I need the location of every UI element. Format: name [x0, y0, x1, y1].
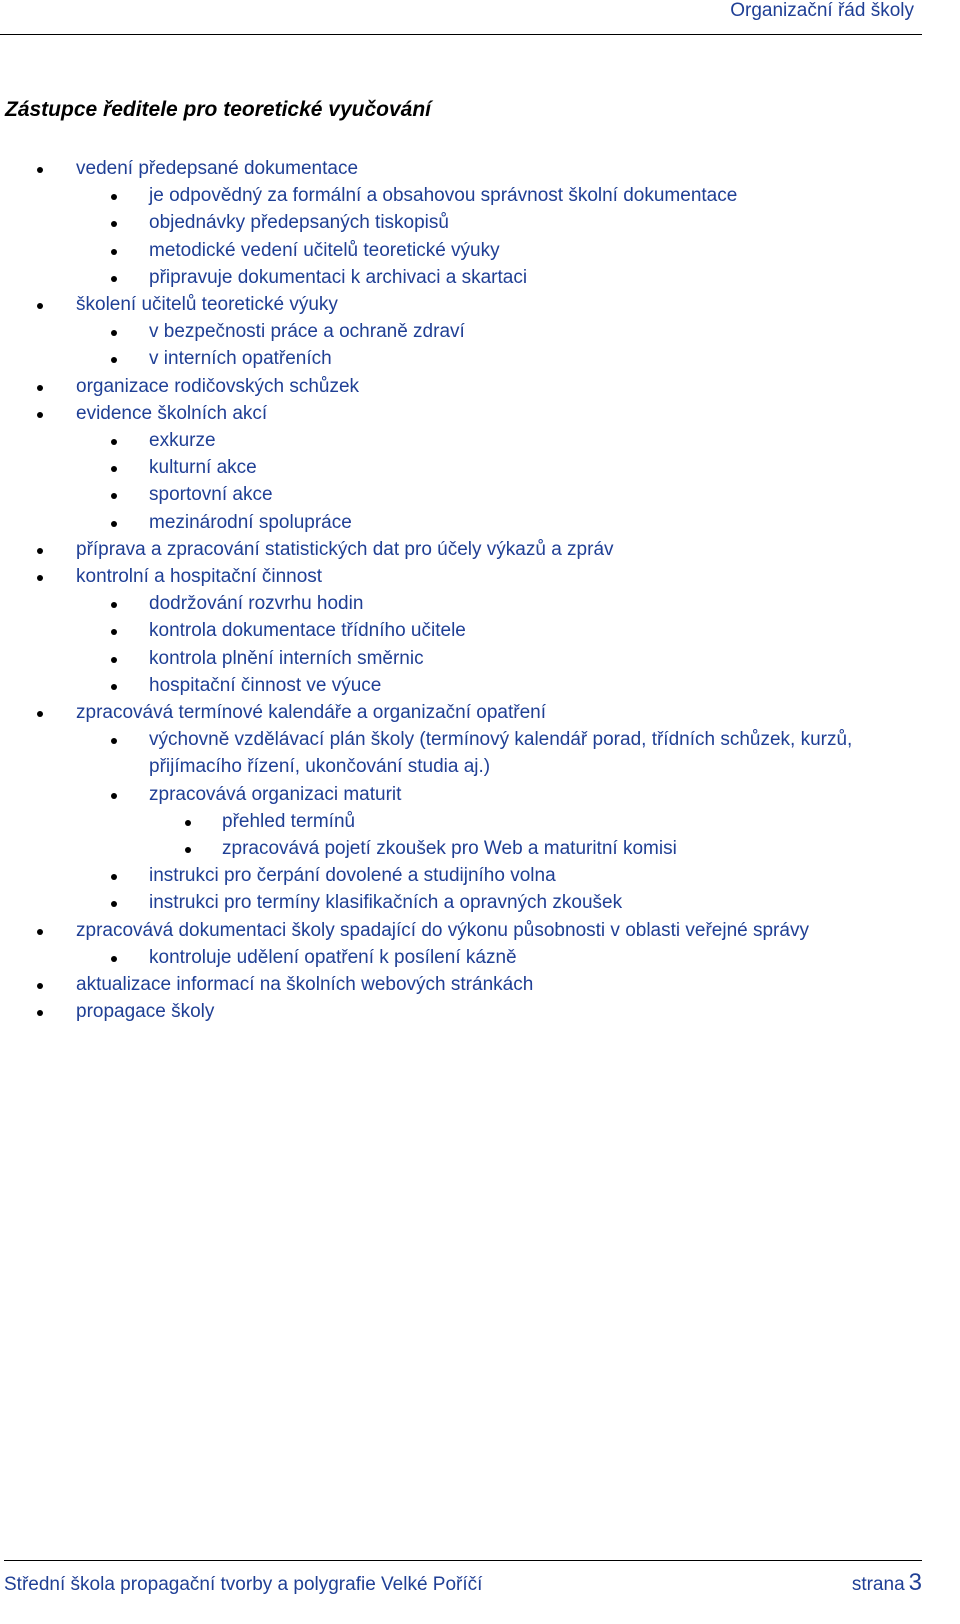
list-item-text: výchovně vzdělávací plán školy (termínový kalendář porad, třídních schůzek, kurzů, přijímacího řízení, ukončování studia aj.): [149, 729, 853, 778]
bullet-icon: [111, 493, 117, 499]
bullet-icon: [37, 983, 43, 989]
list-item: [0, 808, 922, 835]
bullet-icon: [111, 956, 117, 962]
list-item-text: připravuje dokumentaci k archivaci a skartaci: [149, 266, 528, 288]
list-item: [0, 373, 922, 400]
list-item: [0, 944, 922, 971]
footer-school-name: Střední škola propagační tvorby a polygrafie Velké Poříčí: [4, 1574, 483, 1595]
bullet-icon: [37, 303, 43, 309]
list-item-text: přehled termínů: [222, 810, 356, 832]
list-item: [0, 563, 922, 590]
page-number: 3: [908, 1569, 922, 1596]
list-item: [0, 400, 922, 427]
list-item-text: zpracovává dokumentaci školy spadající do výkonu působnosti v oblasti veřejné správy: [76, 919, 809, 941]
page-footer: [4, 1560, 922, 1595]
list-item-text: organizace rodičovských schůzek: [76, 375, 360, 397]
list-item-text: hospitační činnost ve výuce: [149, 674, 382, 696]
bullet-icon: [37, 548, 43, 554]
list-item: [0, 481, 922, 508]
list-item: [0, 645, 922, 672]
list-item-text: kulturní akce: [149, 457, 257, 479]
list-item: [0, 291, 922, 318]
list-item-text: aktualizace informací na školních webových stránkách: [76, 974, 534, 996]
list-item-text: instrukci pro čerpání dovolené a studijního volna: [149, 865, 556, 887]
list-item: [0, 889, 922, 916]
list-item-text: kontrolní a hospitační činnost: [76, 566, 323, 588]
footer-page-info: [852, 1570, 922, 1599]
list-item: [0, 726, 922, 780]
bullet-icon: [111, 901, 117, 907]
list-item: [0, 264, 922, 291]
list-item: [0, 862, 922, 889]
bullet-icon: [111, 330, 117, 336]
list-item-text: v interních opatřeních: [149, 348, 332, 370]
bullet-icon: [111, 276, 117, 282]
list-item-text: v bezpečnosti práce a ochraně zdraví: [149, 321, 465, 343]
list-item-text: propagace školy: [76, 1001, 215, 1023]
list-item: [0, 781, 922, 808]
list-item-text: sportovní akce: [149, 484, 273, 506]
bullet-icon: [111, 249, 117, 255]
list-item: [0, 835, 922, 862]
bullet-icon: [185, 820, 191, 826]
header-title: Organizační řád školy: [730, 0, 914, 21]
bullet-icon: [111, 521, 117, 527]
list-item-text: kontroluje udělení opatření k posílení kázně: [149, 946, 517, 968]
list-item-text: instrukci pro termíny klasifikačních a opravných zkoušek: [149, 892, 623, 914]
bullet-icon: [111, 602, 117, 608]
list-item-text: objednávky předepsaných tiskopisů: [149, 212, 449, 234]
bullet-icon: [37, 385, 43, 391]
list-item: [0, 617, 922, 644]
list-item: [0, 699, 922, 726]
bullet-icon: [37, 167, 43, 173]
list-item-text: evidence školních akcí: [76, 402, 268, 424]
list-item: [0, 427, 922, 454]
bullet-icon: [111, 874, 117, 880]
list-item: [0, 672, 922, 699]
list-item: [0, 209, 922, 236]
list-item: [0, 454, 922, 481]
bullet-icon: [111, 738, 117, 744]
bullet-icon: [37, 412, 43, 418]
bullet-icon: [111, 221, 117, 227]
list-item-text: metodické vedení učitelů teoretické výuky: [149, 239, 500, 261]
list-item: [0, 155, 922, 182]
page-label: strana: [851, 1574, 905, 1595]
list-item-text: zpracovává pojetí zkoušek pro Web a maturitní komisi: [222, 838, 677, 860]
bullet-icon: [111, 466, 117, 472]
bullet-icon: [111, 793, 117, 799]
list-item: [0, 536, 922, 563]
list-item: [0, 237, 922, 264]
bullet-icon: [37, 1010, 43, 1016]
bullet-icon: [111, 194, 117, 200]
list-item: [0, 318, 922, 345]
list-item: [0, 971, 922, 998]
list-item-text: zpracovává termínové kalendáře a organizační opatření: [76, 702, 546, 724]
list-item-text: exkurze: [149, 430, 216, 452]
bullet-icon: [37, 711, 43, 717]
bullet-icon: [111, 657, 117, 663]
bullet-icon: [185, 847, 191, 853]
list-item-text: je odpovědný za formální a obsahovou správnost školní dokumentace: [149, 185, 738, 207]
page-header: [0, 0, 922, 35]
list-item-text: kontrola dokumentace třídního učitele: [149, 620, 466, 642]
list-item-text: dodržování rozvrhu hodin: [149, 593, 364, 615]
section-title: Zástupce ředitele pro teoretické vyučování: [5, 98, 431, 121]
bullet-icon: [111, 629, 117, 635]
list-item: [0, 182, 922, 209]
bullet-icon: [37, 929, 43, 935]
list-item-text: vedení předepsané dokumentace: [76, 158, 359, 179]
list-item: [0, 998, 922, 1025]
bullet-icon: [111, 439, 117, 445]
list-item-text: školení učitelů teoretické výuky: [76, 294, 338, 316]
bullet-icon: [111, 684, 117, 690]
responsibility-list: [0, 155, 922, 1026]
list-item: [0, 917, 922, 944]
list-item: [0, 345, 922, 372]
list-item-text: příprava a zpracování statistických dat pro účely výkazů a zpráv: [76, 538, 614, 560]
bullet-icon: [37, 575, 43, 581]
bullet-icon: [111, 357, 117, 363]
list-item-text: kontrola plnění interních směrnic: [149, 647, 424, 669]
list-item-text: zpracovává organizaci maturit: [149, 783, 402, 805]
list-item: [0, 509, 922, 536]
list-item: [0, 590, 922, 617]
list-item-text: mezinárodní spolupráce: [149, 511, 352, 533]
